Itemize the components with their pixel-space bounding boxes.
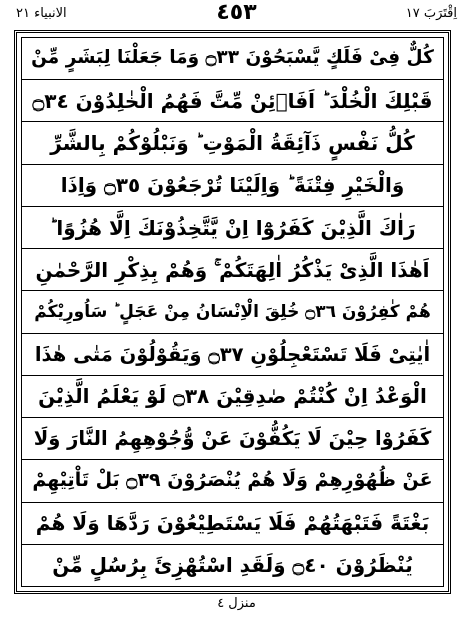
verse-line	[22, 418, 443, 460]
verse-line-text: الْوَعْدُ اِنْ كُنْتُمْ صٰدِقِيْنَ ۝٣٨ لَوْ يَعْلَمُ الَّذِيْنَ	[38, 384, 427, 409]
verse-line-text: كُلٌّ فِىْ فَلَكٍ يَّسْبَحُوْنَ ۝٣٣ وَمَا جَعَلْنَا لِبَشَرٍ مِّنْ	[31, 47, 434, 69]
verse-line-text: كَفَرُوْا حِيْنَ لَا يَكُفُّوْنَ عَنْ وُّجُوْهِهِمُ النَّارَ وَلَا	[33, 426, 432, 450]
surah-label: الانبياء ٢١	[16, 6, 67, 21]
verse-line	[22, 334, 443, 376]
verse-line-text: رَاٰكَ الَّذِيْنَ كَفَرُوْٓا اِنْ يَّتَّخِذُوْنَكَ اِلَّا هُزُوًا ؕ	[49, 215, 416, 240]
page-frame	[14, 30, 451, 594]
verse-line-text: كُلُّ نَفْسٍ ذَآئِقَةُ الْمَوْتِ ؕ وَنَبْلُوْكُمْ بِالشَّرِّ	[50, 131, 415, 156]
verse-line-text: اٰيٰتِىْ فَلَا تَسْتَعْجِلُوْنِ ۝٣٧ وَيَقُوْلُوْنَ مَتٰى هٰذَا	[34, 342, 431, 366]
verse-line	[22, 249, 443, 291]
manzil-label: منزل ٤	[217, 596, 256, 611]
juz-label: اِقْتَرَبَ ١٧	[405, 6, 457, 21]
verse-line	[22, 291, 443, 333]
verse-line-text: هُمْ كٰفِرُوْنَ ۝٣٦ خُلِقَ الْاِنْسَانُ مِنْ عَجَلٍ ؕ سَاُورِيْكُمْ	[34, 301, 431, 322]
verse-line	[22, 165, 443, 207]
verse-line-text: يُنْظَرُوْنَ ۝٤٠ وَلَقَدِ اسْتُهْزِئَ بِرُسُلٍ مِّنْ	[52, 553, 413, 578]
verse-line-text: اَهٰذَا الَّذِىْ يَذْكُرُ اٰلِهَتَكُمْ ۚ وَهُمْ بِذِكْرِ الرَّحْمٰنِ	[35, 257, 430, 282]
verse-lines	[22, 38, 443, 586]
verse-line-text: بَغْتَةً فَتَبْهَتُهُمْ فَلَا يَسْتَطِيْعُوْنَ رَدَّهَا وَلَا هُمْ	[35, 511, 430, 536]
page-number: ٤٥٣	[216, 0, 257, 25]
page-header	[8, 0, 465, 30]
verse-line-text: قَبْلِكَ الْخُلْدَ ؕ اَفَاۡئِنْ مِّتَّ فَهُمُ الْخٰلِدُوْنَ ۝٣٤	[32, 88, 433, 113]
verse-line	[22, 207, 443, 249]
verse-line	[22, 122, 443, 164]
verse-line-text: عَنْ ظُهُوْرِهِمْ وَلَا هُمْ يُنْصَرُوْنَ ۝٣٩ بَلْ تَاْتِيْهِمْ	[32, 469, 433, 492]
verse-line	[22, 460, 443, 502]
verse-line	[22, 38, 443, 80]
verse-line-text: وَالْخَيْرِ فِتْنَةً ؕ وَاِلَيْنَا تُرْجَعُوْنَ ۝٣٥ وَاِذَا	[60, 173, 405, 198]
verse-line	[22, 80, 443, 122]
text-frame	[21, 37, 444, 587]
verse-line	[22, 376, 443, 418]
verse-line	[22, 503, 443, 545]
verse-line	[22, 545, 443, 586]
